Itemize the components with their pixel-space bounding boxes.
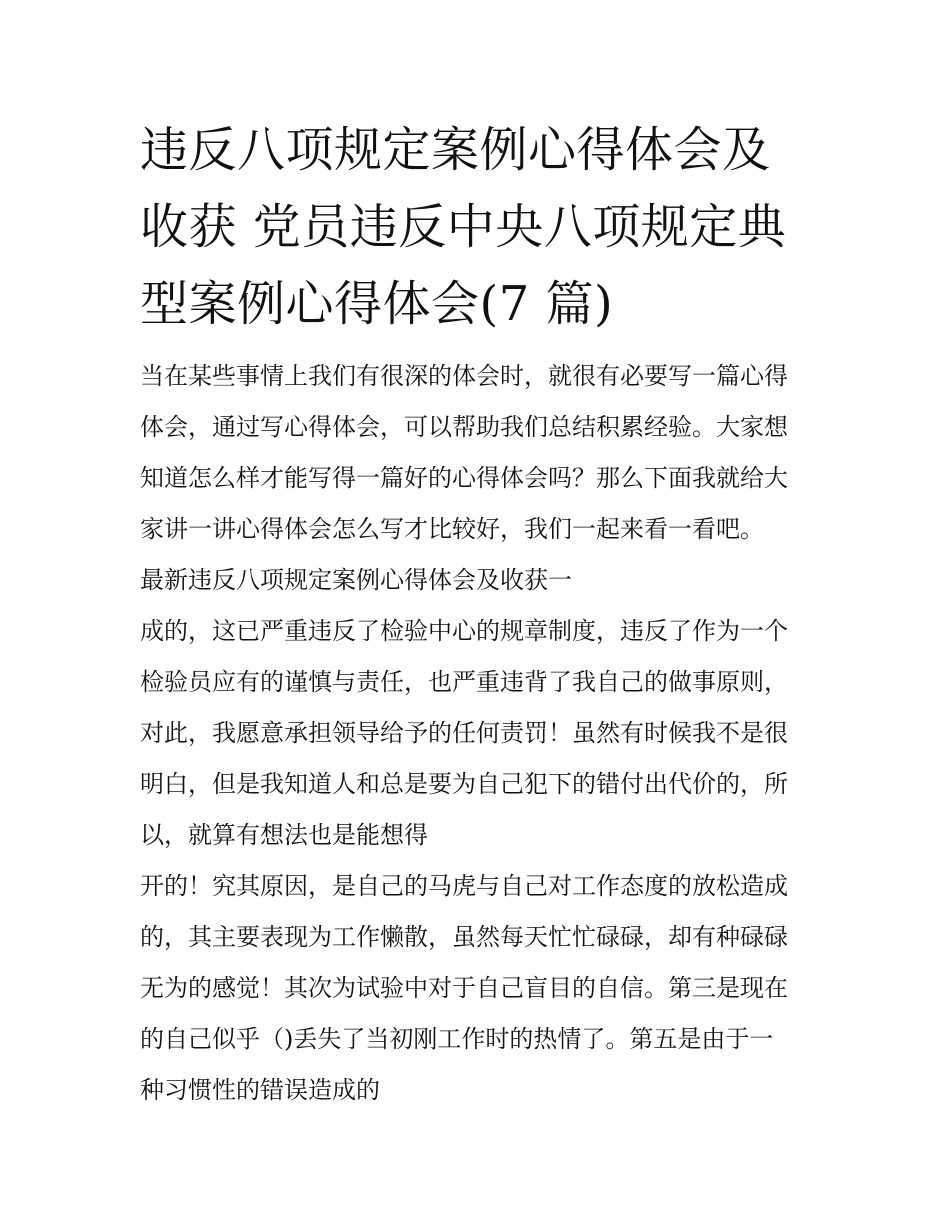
body-paragraph-2: [140, 861, 812, 1116]
title-line: 违反八项规定案例心得体会及: [140, 122, 771, 178]
intro-line: 家讲一讲心得体会怎么写才比较好，我们一起来看一看吧。: [140, 515, 764, 543]
document-content: [140, 112, 812, 1116]
intro-line: 当在某些事情上我们有很深的体会时，就很有必要写一篇心得: [140, 362, 788, 390]
paragraph-line: 种习惯性的错误造成的: [140, 1076, 380, 1104]
section-heading: [140, 555, 812, 606]
paragraph-line: 无为的感觉！其次为试验中对于自己盲目的自信。第三是现在: [140, 974, 788, 1002]
intro-paragraph: [140, 351, 812, 555]
paragraph-line: 以，就算有想法也是能想得: [140, 821, 428, 849]
paragraph-line: 的自己似乎（)丢失了当初刚工作时的热情了。第五是由于一: [140, 1025, 774, 1053]
paragraph-line: 明白，但是我知道人和总是要为自己犯下的错付出代价的，所: [140, 770, 788, 798]
paragraph-line: 的，其主要表现为工作懒散，虽然每天忙忙碌碌，却有种碌碌: [140, 923, 788, 951]
body-paragraph-1: [140, 606, 812, 861]
paragraph-line: 开的！究其原因，是自己的马虎与自己对工作态度的放松造成: [140, 872, 788, 900]
document-title: [140, 112, 812, 343]
intro-line: 体会，通过写心得体会，可以帮助我们总结积累经验。大家想: [140, 413, 788, 441]
paragraph-line: 成的，这已严重违反了检验中心的规章制度，违反了作为一个: [140, 617, 788, 645]
paragraph-line: 对此，我愿意承担领导给予的任何责罚！虽然有时候我不是很: [140, 719, 788, 747]
title-line: 型案例心得体会(7 篇): [140, 276, 614, 332]
intro-line: 知道怎么样才能写得一篇好的心得体会吗？那么下面我就给大: [140, 464, 788, 492]
section-heading-text: 最新违反八项规定案例心得体会及收获一: [140, 566, 572, 594]
title-line: 收获 党员违反中央八项规定典: [140, 199, 787, 255]
paragraph-line: 检验员应有的谨慎与责任，也严重违背了我自己的做事原则，: [140, 668, 788, 696]
